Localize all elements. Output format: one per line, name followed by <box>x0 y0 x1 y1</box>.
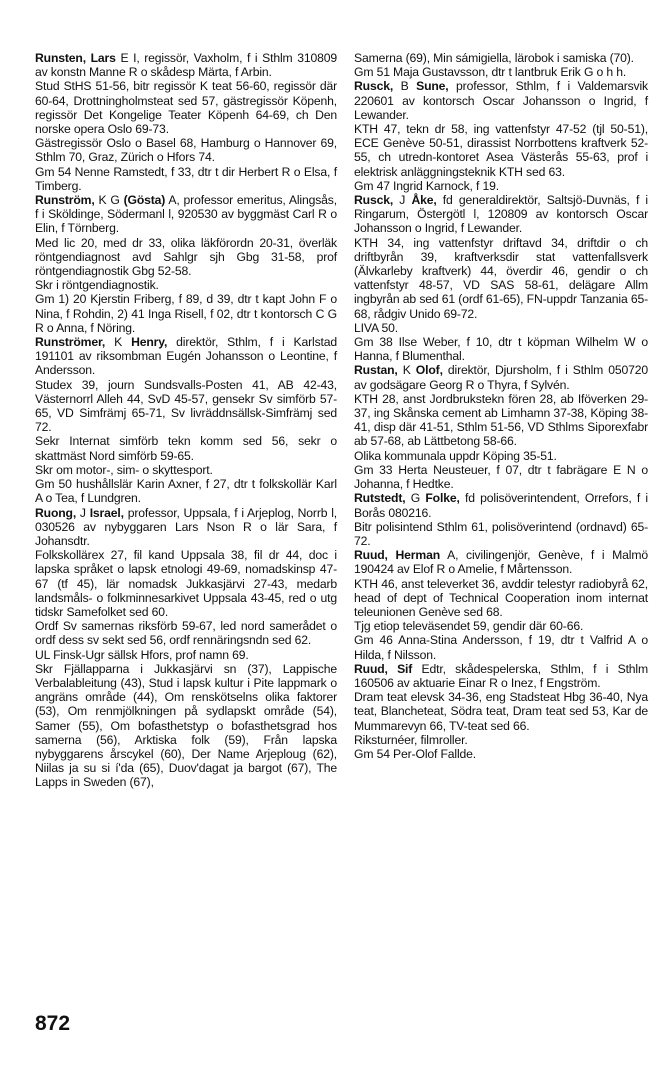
entry-paragraph: Tjg etiop televäsendet 59, gendir där 60-66. <box>354 619 584 634</box>
entry-initials: J <box>393 193 412 208</box>
entry-paragraph: LIVA 50. <box>354 320 398 335</box>
entry-text: fd generaldirektör, Saltsjö-Duvnäs, f i Ringarum, Östergötl l, 120809 av kontorsch Oscar Johansson o Ingrid, f Lewander. <box>354 193 648 236</box>
entry-paragraph: KTH 28, anst Jordbrukstekn fören 28, ab Iföverken 29-37, ing Skånska cement ab Limhamn 37-38, Köping 38-41, disp där 41-51, Sthlm 51-56, VD Sthlms Siporexfabr ab 57-68, ab Lättbetong 58-66. <box>354 391 648 449</box>
entry-name: Rustan, <box>354 363 398 378</box>
entry-text: professor, Uppsala, f i Arjeplog, Norrb l, 030526 av nybyggaren Lars Nson R o lär Sara, f Johansdtr. <box>35 505 337 548</box>
entry-paragraph: Gm 47 Ingrid Karnock, f 19. <box>354 178 499 193</box>
entry-name: Ruong, <box>35 505 77 520</box>
entry-name: Runström, <box>35 193 95 208</box>
biography-entry <box>35 51 337 79</box>
entry-paragraph: Gm 50 hushållslär Karin Axner, f 27, dtr t folkskollär Karl A o Tea, f Lundgren. <box>35 477 337 506</box>
entry-paragraph: Riksturnéer, filmroller. <box>354 732 468 747</box>
entry-paragraph: Skr Fjällapparna i Jukkasjärvi sn (37), Lappische Verbalableitung (43), Stud i lapsk kultur i Pite lappmark o angräns område (44), Om renskötselns olika faktorer (53), Om renmjölkningen på sydlapskt område (54), Samer (55), Om bofasthetstyp o bofasthetsgrad hos samerna (56), Arktiska folk (59), Från lapska nybyggarens årscykel (60), Der Name Arjeploug (62), Niilas ja su si í'da (65), Duov'dagat ja bargot (67), The Lapps in Sweden (67), <box>35 661 337 790</box>
entry-given-name: Israel, <box>89 505 124 520</box>
entry-paragraph: Gm 46 Anna-Stina Andersson, f 19, dtr t Valfrid A o Hilda, f Nilsson. <box>354 633 648 662</box>
entry-initials: K <box>397 363 416 378</box>
entry-paragraph: Stud StHS 51-56, bitr regissör K teat 56-60, regissör där 60-64, Drottningholmsteat sed 57, gästregissör Köpenh, regissör Det Kongelige Teater Köpenh 64-69, ch Den norske opera Oslo 69-73. <box>35 79 337 137</box>
entry-initials: G <box>405 491 426 506</box>
entry-initials: K <box>105 335 132 350</box>
entry-given-name: Henry, <box>131 335 168 350</box>
entry-text: E I, regissör, Vaxholm, f i Sthlm 310809 av konstn Manne R o skådesp Märta, f Arbin. <box>35 51 337 80</box>
entry-paragraph: KTH 34, ing vattenfstyr driftavd 34, driftdir o ch driftbyrån 39, kraftverksdir stat vattenfallsverk (Älvkarleby kraftverk) 44, överdir 46, gendir o ch vattenfstyr 48-57, VD SAS 58-61, delägare Allm ingbyrån ab sed 61 (ordf 61-65), FN-uppdr Tanzania 65-68, rådgiv Unido 69-72. <box>354 235 648 321</box>
biography-entry <box>354 491 648 519</box>
entry-name: Runströmer, <box>35 335 106 350</box>
entry-given-name: Olof, <box>415 363 443 378</box>
entry-paragraph: Studex 39, journ Sundsvalls-Posten 41, AB 42-43, Västernorrl Alleh 44, SvD 45-57, gensekr Sv simförb 57-65, VD Simfrämj 65-71, Sv livräddnsällsk-Simfrämj sed 72. <box>35 377 337 435</box>
entry-given-name: Sune, <box>416 79 449 94</box>
entry-paragraph: Gm 54 Nenne Ramstedt, f 33, dtr t dir Herbert R o Elsa, f Timberg. <box>35 164 337 193</box>
entry-name: Ruud, Herman <box>354 548 441 563</box>
biography-entry <box>354 79 648 122</box>
entry-paragraph: Gm 54 Per-Olof Fallde. <box>354 746 477 761</box>
entry-text: Edtr, skådespelerska, Sthlm, f i Sthlm 160506 av aktuarie Einar R o Inez, f Engström. <box>354 661 648 690</box>
entry-paragraph: Gm 33 Herta Neusteuer, f 07, dtr t fabrägare E N o Johanna, f Hedtke. <box>354 462 648 492</box>
entry-text: professor, Sthlm, f i Valdemarsvik 220601 av kontorsch Oscar Johansson o Ingrid, f Lewander. <box>354 79 648 122</box>
entry-paragraph: Samerna (69), Min sámigiella, lärobok i samiska (70). <box>354 51 634 65</box>
entry-paragraph: Sekr Internat simförb tekn komm sed 56, sekr o skattmäst Nord simförb 59-65. <box>35 434 337 463</box>
entry-paragraph: Gm 1) 20 Kjerstin Friberg, f 89, d 39, dtr t kapt John F o Nina, f Rohdin, 2) 41 Inga Risell, f 02, dtr t kontorsch C G R o Anna, f Nöring. <box>35 292 337 335</box>
entry-given-name: Folke, <box>425 491 460 506</box>
entry-paragraph: Folkskollärex 27, fil kand Uppsala 38, fil dr 44, doc i lapska språket o lapsk etnologi 49-69, nomadskinsp 47-67 (tf 45), lär nomadsk Jukkasjärvi 27-43, medarb landsmåls- o folkminnesarkivet Uppsala 43-45, red o utg tidskr Samefolket sed 60. <box>35 548 337 619</box>
page-number: 872 <box>35 1012 71 1035</box>
entry-initials: B <box>393 79 417 94</box>
biography-entry <box>354 548 648 576</box>
entry-paragraph: Skr om motor-, sim- o skyttesport. <box>35 462 213 477</box>
biography-entry <box>354 662 648 690</box>
entry-name: Rusck, <box>354 79 394 94</box>
entry-name: Ruud, Sif <box>354 661 413 676</box>
entry-paragraph: Med lic 20, med dr 33, olika läkförordn 20-31, överläk röntgendiagnost avd Sahlgr sjh Gbg 31-58, prof röntgendiagnostik Gbg 52-58. <box>35 235 337 279</box>
entry-paragraph: Ordf Sv samernas riksförb 59-67, led nord samerådet o ordf dess sv sekt sed 56, ordf rennäringsndn sed 62. <box>35 619 337 648</box>
entry-initials: K G <box>94 193 124 208</box>
entry-given-name: Åke, <box>411 193 437 208</box>
biography-entry <box>35 193 337 236</box>
entry-text: direktör, Sthlm, f i Karlstad 191101 av riksombman Eugén Johansson o Leontine, f Andersson. <box>35 335 337 378</box>
entry-paragraph: KTH 46, anst televerket 36, avddir telestyr radiobyrå 62, head of dept of Technical Cooperation inom internat teleunionen Genève sed 68. <box>354 576 648 619</box>
entry-paragraph: Dram teat elevsk 34-36, eng Stadsteat Hbg 36-40, Nya teat, Blancheteat, Södra teat, Dram teat sed 53, Kar de Mummarevyn 66, TV-teat sed 66. <box>354 690 648 733</box>
entry-text: fd polisöverintendent, Orrefors, f i Borås 080216. <box>354 491 648 520</box>
entry-paragraph: UL Finsk-Ugr sällsk Hfors, prof namn 69. <box>35 647 249 662</box>
entry-paragraph: Gm 38 Ilse Weber, f 10, dtr t köpman Wilhelm W o Hanna, f Blumenthal. <box>354 335 648 364</box>
left-column <box>35 51 337 790</box>
entry-text: A, civilingenjör, Genève, f i Malmö 190424 av Elof R o Amelie, f Mårtensson. <box>354 548 648 577</box>
entry-given-name: (Gösta) <box>123 193 166 208</box>
entry-name: Rusck, <box>354 193 394 208</box>
entry-text: direktör, Djursholm, f i Sthlm 050720 av godsägare Georg R o Thyra, f Sylvén. <box>354 363 648 392</box>
entry-initials: J <box>76 505 90 520</box>
entry-text: A, professor emeritus, Alingsås, f i Sköldinge, Södermanl l, 920530 av byggmäst Carl R o Elin, f Törnberg. <box>35 193 337 236</box>
entry-paragraph: Gästregissör Oslo o Basel 68, Hamburg o Hannover 69, Sthlm 70, Graz, Zürich o Hfors 74. <box>35 136 337 165</box>
entry-paragraph: KTH 47, tekn dr 58, ing vattenfstyr 47-52 (tjl 50-51), ECE Genève 50-51, dirassist Norrbottens kraftverk 52-55, ch utredn-kontoret Asea Västerås 55-63, prof i elektrisk anläggningsteknik KTH sed 63. <box>354 122 648 179</box>
biography-entry <box>35 506 337 549</box>
entry-paragraph: Bitr polisintend Sthlm 61, polisöverintend (ordnavd) 65-72. <box>354 519 648 548</box>
biography-entry <box>354 363 648 391</box>
biography-entry <box>35 335 337 378</box>
entry-paragraph: Olika kommunala uppdr Köping 35-51. <box>354 448 557 463</box>
entry-paragraph: Skr i röntgendiagnostik. <box>35 278 159 293</box>
entry-paragraph: Gm 51 Maja Gustavsson, dtr t lantbruk Erik G o h h. <box>354 65 627 80</box>
biography-entry <box>354 193 648 236</box>
entry-name: Rutstedt, <box>354 491 406 506</box>
right-column <box>354 51 648 761</box>
entry-name: Runsten, Lars <box>35 51 116 65</box>
